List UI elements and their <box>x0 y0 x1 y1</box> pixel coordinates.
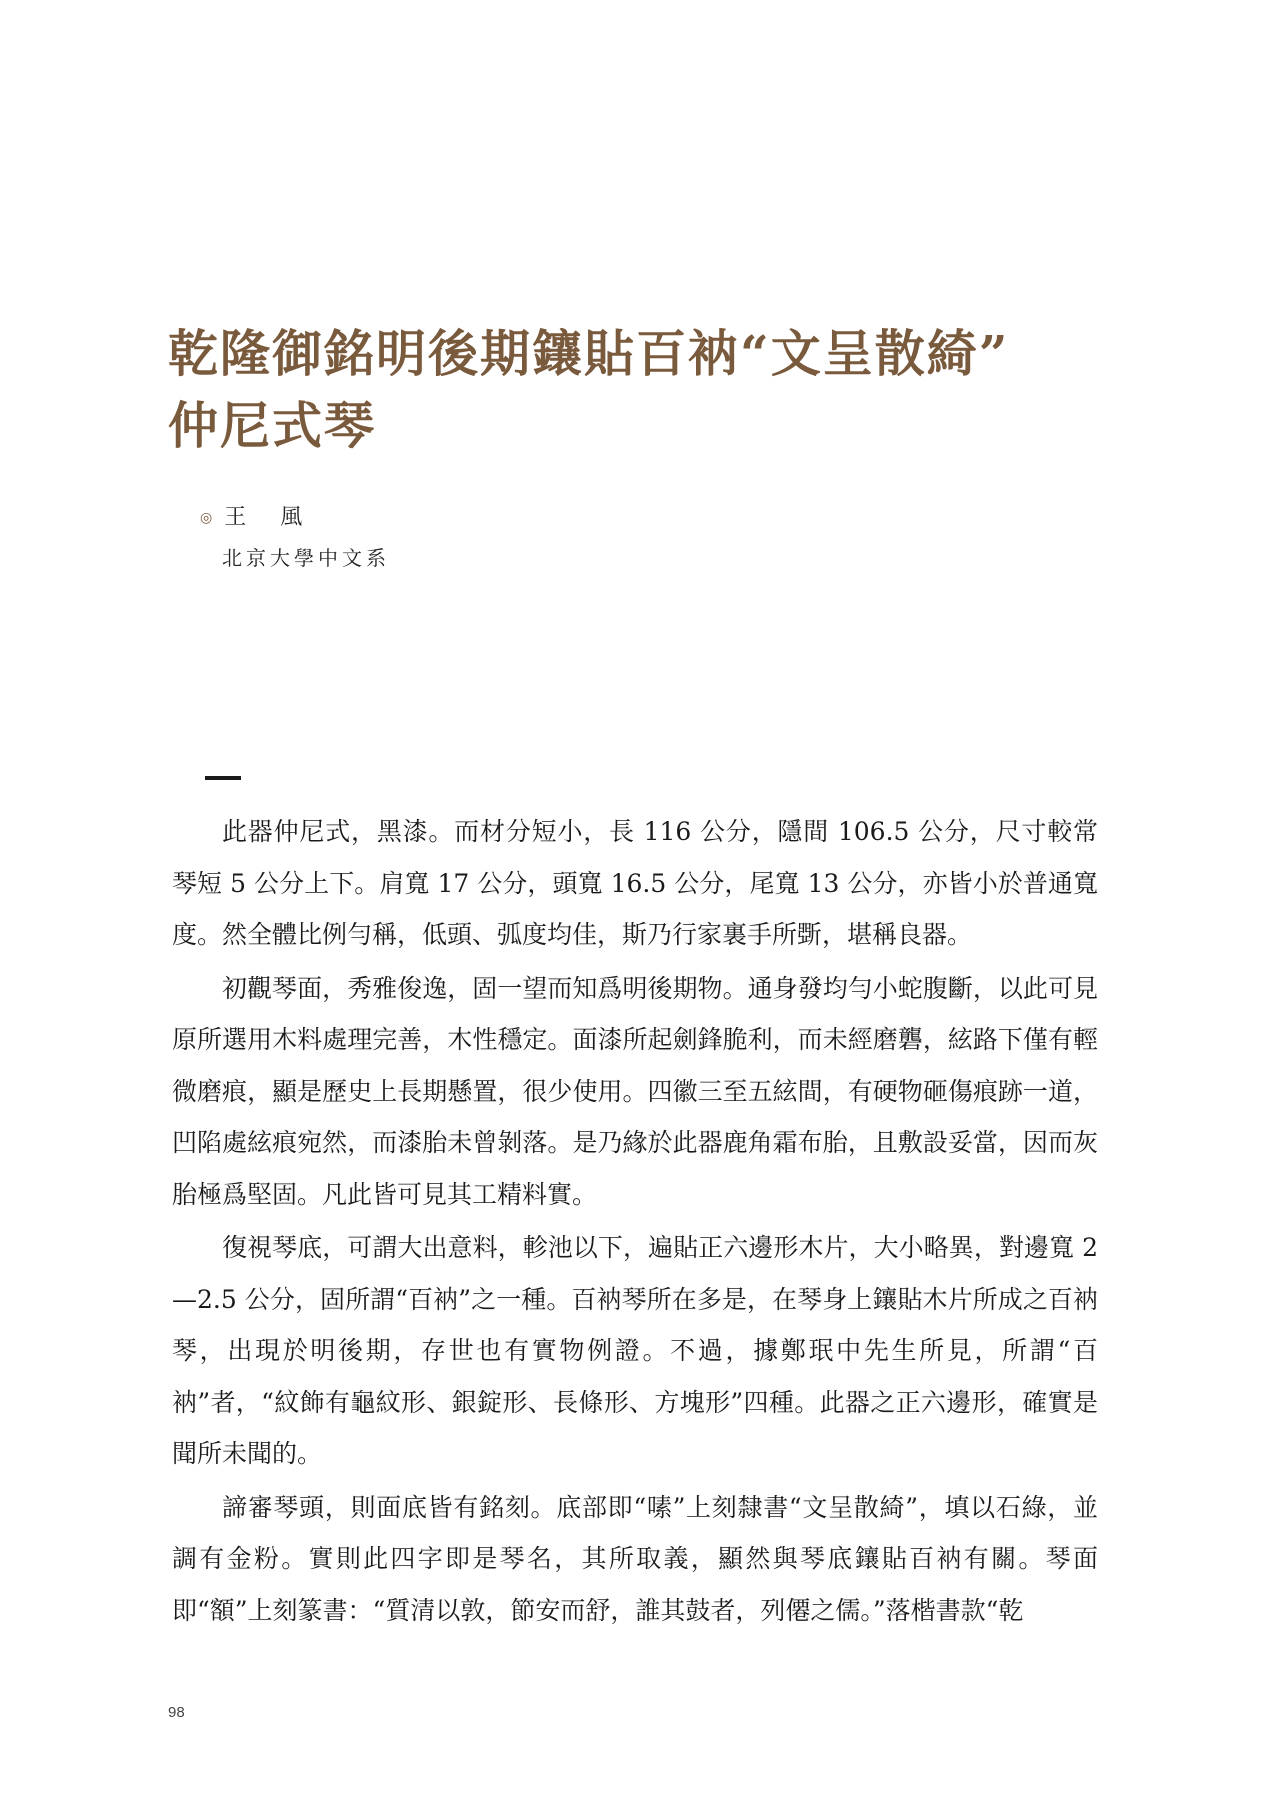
title-line-1: 乾隆御銘明後期鑲貼百衲“文呈散綺” <box>168 324 1010 383</box>
author-line <box>200 498 390 538</box>
paragraph: 諦審琴頭，則面底皆有銘刻。底部即“嗉”上刻隸書“文呈散綺”，填以石綠，並調有金粉。實則此四字即是琴名，其所取義，顯然與琴底鑲貼百衲有關。琴面即“額”上刻篆書：“質清以敦，節安而舒，誰其鼓者，列僊之儒。”落楷書款“乾 <box>172 1492 1098 1625</box>
paragraph: 初觀琴面，秀雅俊逸，固一望而知爲明後期物。通身發均勻小蛇腹斷，以此可見原所選用木料處理完善，木性穩定。面漆所起劍鋒脆利，而未經磨礱，絃路下僅有輕微磨痕，顯是歷史上長期懸置，很少使用。四徽三至五絃間，有硬物砸傷痕跡一道，凹陷處絃痕宛然，而漆胎未曾剝落。是乃緣於此器鹿角霜布胎，且敷設妥當，因而灰胎極爲堅固。凡此皆可見其工精料實。 <box>172 973 1098 1209</box>
section-heading <box>205 776 241 780</box>
article-title <box>168 318 1128 462</box>
paragraph: 此器仲尼式，黑漆。而材分短小，長 116 公分，隱間 106.5 公分，尺寸較常琴短 5 公分上下。肩寬 17 公分，頭寬 16.5 公分，尾寬 13 公分，亦皆小於普通寬度。然全體比例勻稱，低頭、弧度均佳，斯乃行家裏手所斲，堪稱良器。 <box>172 817 1098 949</box>
paragraph: 復視琴底，可謂大出意料，軫池以下，遍貼正六邊形木片，大小略異，對邊寬 2—2.5 公分，固所謂“百衲”之一種。百衲琴所在多是，在琴身上鑲貼木片所成之百衲琴，出現於明後期，存世也有實物例證。不過，據鄭珉中先生所見，所謂“百衲”者，“紋飾有龜紋形、銀錠形、長條形、方塊形”四種。此器之正六邊形，確實是聞所未聞的。 <box>172 1233 1098 1468</box>
title-line-2: 仲尼式琴 <box>168 396 376 455</box>
article-body <box>172 806 1098 1636</box>
byline <box>200 498 390 578</box>
author-name: 王 風 <box>224 505 309 530</box>
author-mark-icon: ◎ <box>200 510 219 526</box>
author-affiliation: 北京大學中文系 <box>222 546 390 570</box>
page-number: 98 <box>168 1704 185 1721</box>
